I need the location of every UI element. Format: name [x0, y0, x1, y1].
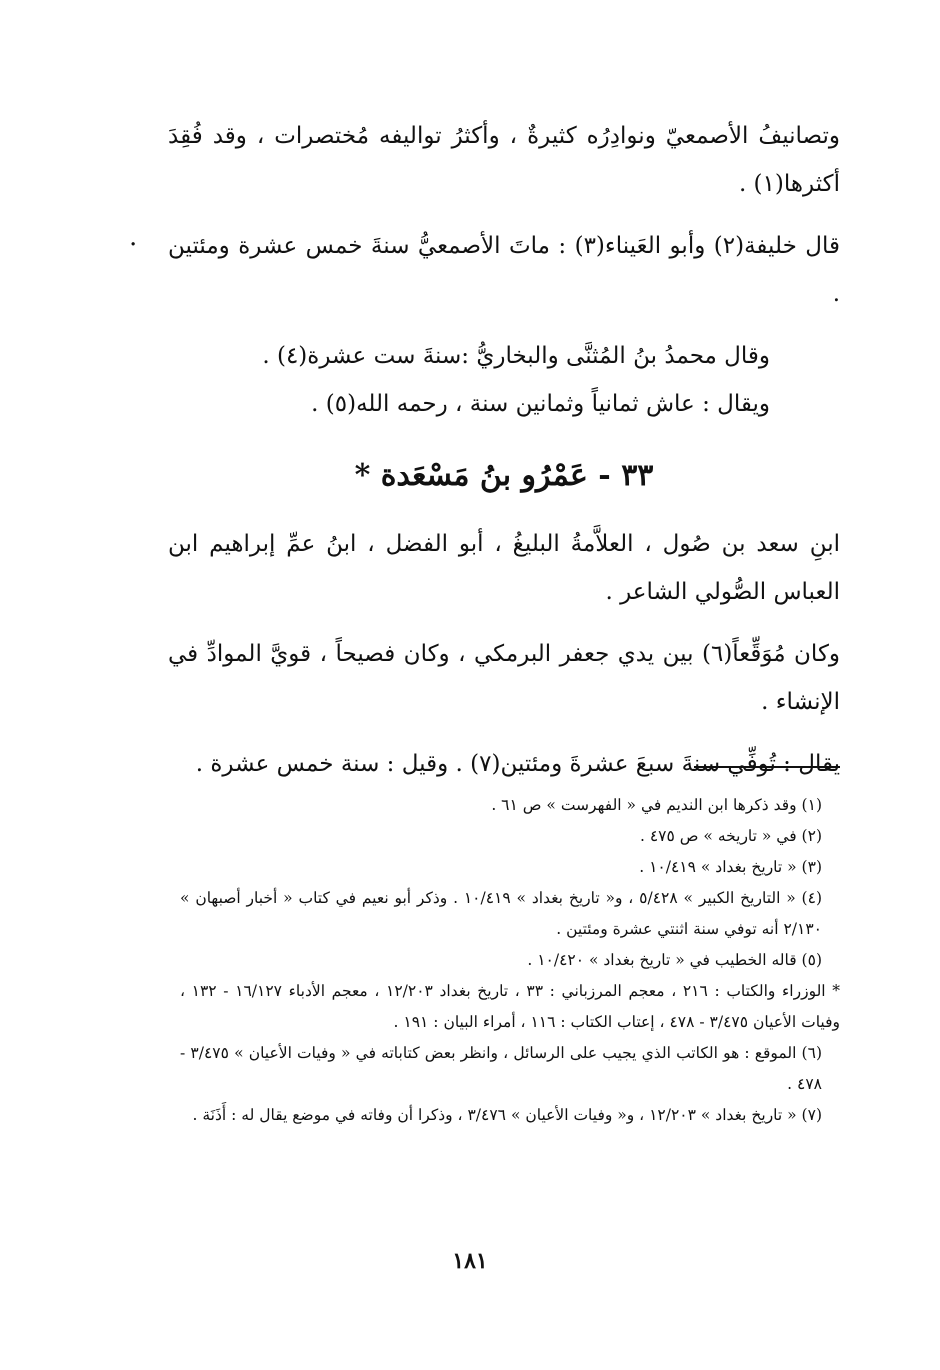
entry-title: ٣٣ - عَمْرُو بنُ مَسْعَدة * [354, 458, 654, 493]
footnote-5: (٥) قاله الخطيب في « تاريخ بغداد » ١٠/٤٢٠ . [527, 951, 822, 969]
paragraph-career: وكان مُوَقِّعاً(٦) بين يدي جعفر البرمكي ، وكان فصيحاً ، قويَّ الموادِّ في الإنشاء . [168, 641, 840, 715]
footnote-sources: * الوزراء والكتاب : ٢١٦ ، معجم المرزباني : ٣٣ ، تاريخ بغداد ١٢/٢٠٣ ، معجم الأدباء ١٦/١٢٧ - ١٣٢ ، وفيات الأعيان ٣/٤٧٥ - ٤٧٨ ، إعتاب الكتاب : ١١٦ ، أمراء البيان : ١٩١ . [180, 982, 840, 1031]
stray-mark: . [129, 222, 138, 252]
footnote-6: (٦) الموقع : هو الكاتب الذي يجيب على الرسائل ، وانظر بعض كتاباته في « وفيات الأعيان » ٣/٤٧٥ - ٤٧٨ . [180, 1044, 822, 1093]
footnote-1: (١) وقد ذكرها ابن النديم في « الفهرست » ص ٦١ . [491, 796, 822, 814]
footnote-4: (٤) « التاريخ الكبير » ٥/٤٢٨ ، و« تاريخ بغداد » ١٠/٤١٩ . وذكر أبو نعيم في كتاب « أخبار أصبهان » ٢/١٣٠ أنه توفي سنة اثنتي عشرة ومئتين . [180, 889, 822, 938]
paragraph-lineage: ابنِ سعد بن صُول ، العلاَّمةُ البليغُ ، أبو الفضل ، ابنُ عمِّ إبراهيم ابن العباس الصُّولي الشاعر . [168, 531, 840, 605]
page-number: ١٨١ [452, 1248, 488, 1274]
footnote-7: (٧) « تاريخ بغداد » ١٢/٢٠٣ ، و« وفيات الأعيان » ٣/٤٧٦ ، وذكرا أن وفاته في موضع يقال له : أَذَنَة . [192, 1106, 822, 1124]
main-text [168, 112, 840, 788]
paragraph-lived-age: ويقال : عاش ثمانياً وثمانين سنة ، رحمه الله(٥) . [311, 391, 770, 417]
paragraph-asmai-works: وتصانيفُ الأصمعيّ ونوادِرُه كثيرةٌ ، وأكثرُ تواليفه مُختصرات ، وقد فُقِدَ أكثرها(١) . [168, 123, 840, 197]
footnote-separator [694, 766, 840, 768]
paragraph-death-date: يقال : تُوفِّي سنةَ سبعَ عشرةَ ومئتين(٧) . وقيل : سنة خمس عشرة . [195, 751, 840, 777]
footnote-2: (٢) في « تاريخه » ص ٤٧٥ . [639, 827, 822, 845]
footnote-3: (٣) « تاريخ بغداد » ١٠/٤١٩ . [639, 858, 822, 876]
paragraph-ibn-muthanna: وقال محمدُ بنُ المُثنَّى والبخاريُّ :سنةَ ست عشرة(٤) . [262, 343, 770, 369]
paragraph-asmai-death: قال خليفة(٢) وأبو العَيناء(٣) : ماتَ الأصمعيُّ سنةَ خمس عشرة ومئتين . [168, 233, 840, 307]
footnotes [180, 790, 840, 1131]
